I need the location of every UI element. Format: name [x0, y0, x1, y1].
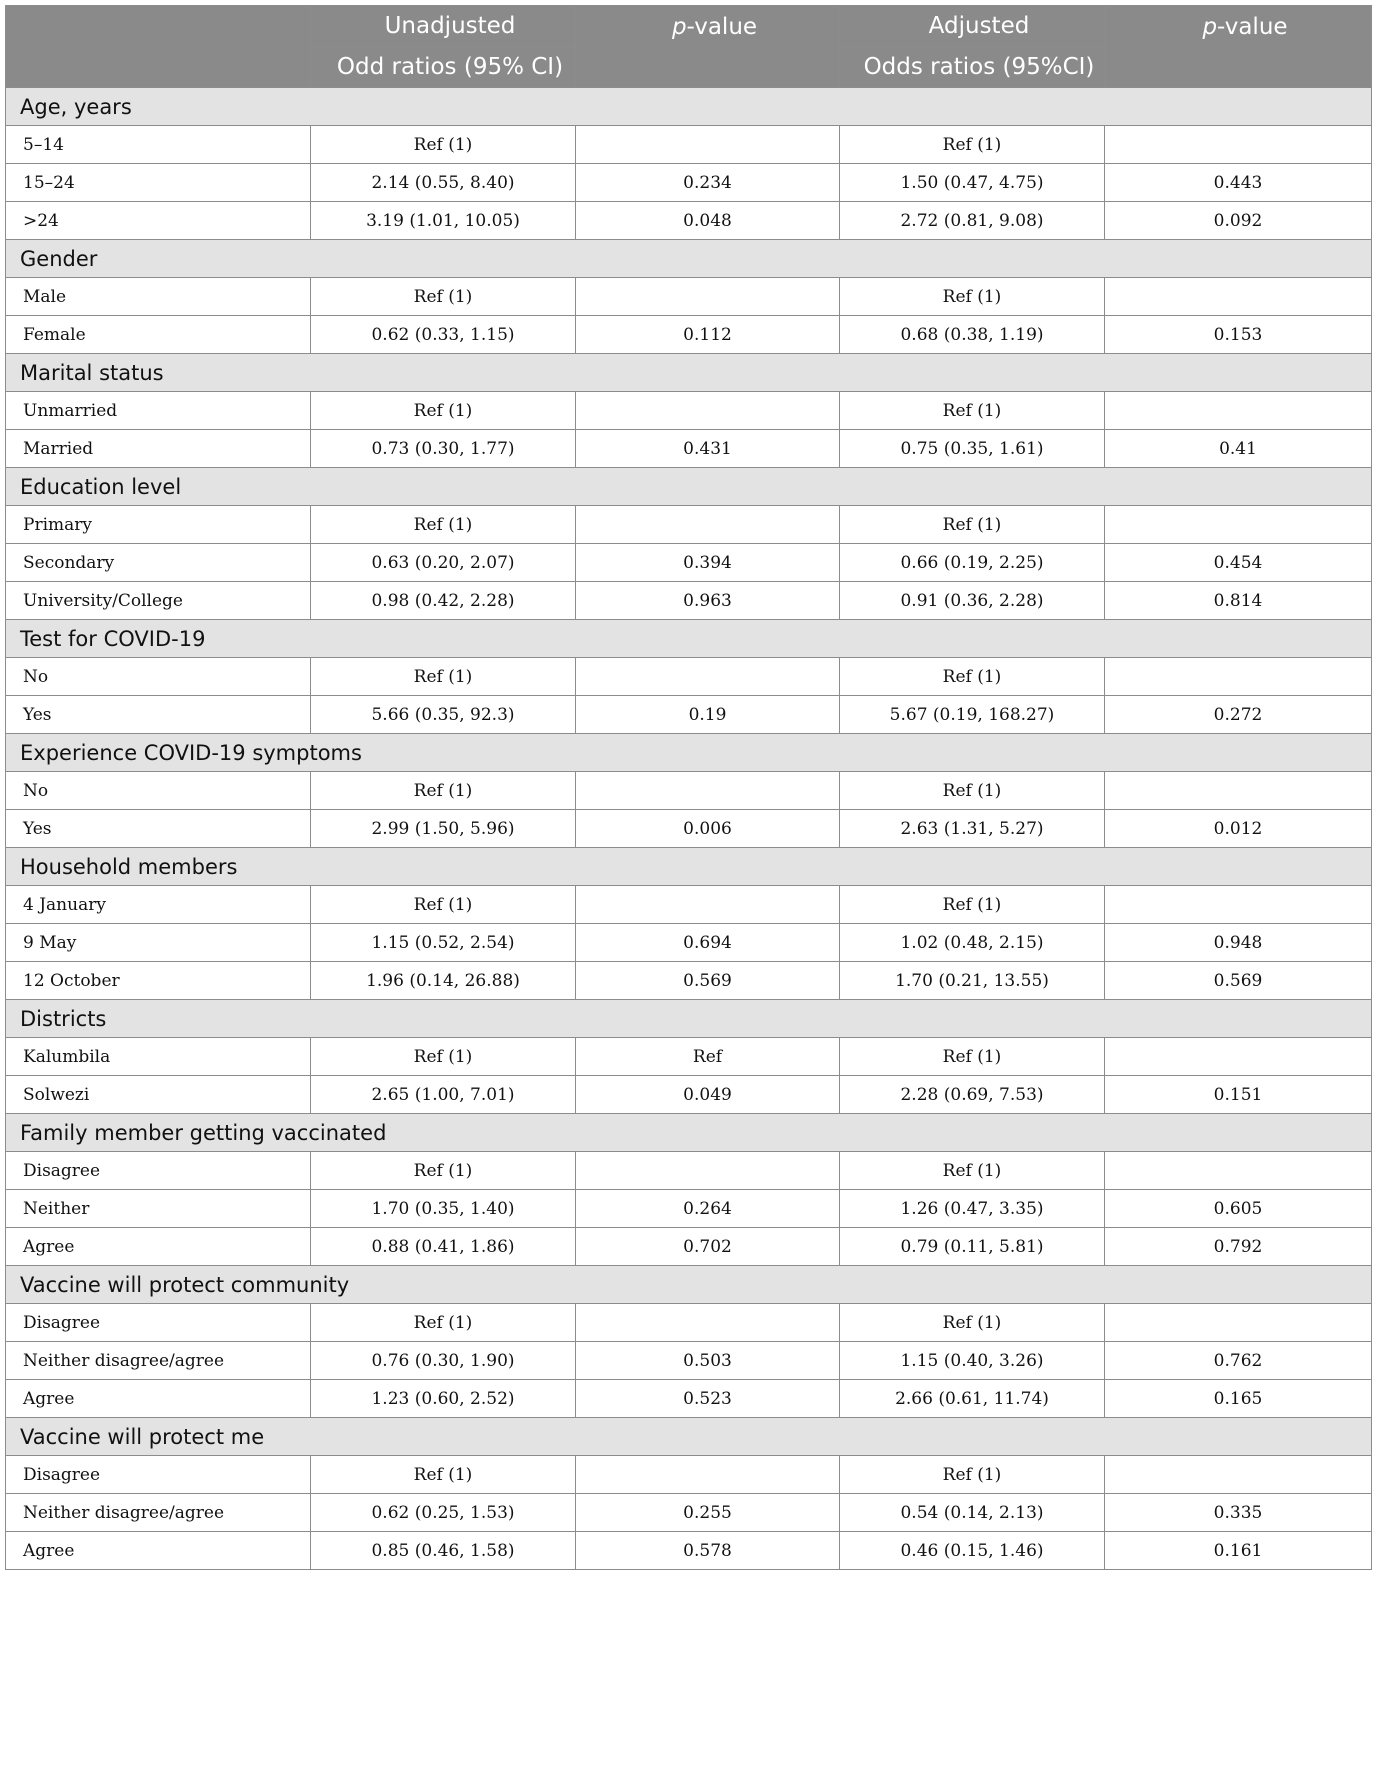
adjusted-p	[1105, 1456, 1372, 1494]
row-label: Agree	[6, 1532, 311, 1570]
table-row	[6, 1152, 1372, 1190]
table-row	[6, 1342, 1372, 1380]
section-title: Education level	[6, 468, 1372, 506]
unadjusted-or: Ref (1)	[311, 1152, 576, 1190]
adjusted-p	[1105, 1152, 1372, 1190]
adjusted-p: 0.335	[1105, 1494, 1372, 1532]
unadjusted-p: 0.702	[576, 1228, 840, 1266]
row-label: No	[6, 658, 311, 696]
adjusted-p: 0.151	[1105, 1076, 1372, 1114]
table-row	[6, 202, 1372, 240]
p-rest: -value	[1217, 14, 1288, 40]
unadjusted-p	[576, 1152, 840, 1190]
header-p-value-adjusted	[1105, 6, 1372, 88]
section-header	[6, 1114, 1372, 1152]
row-label: Yes	[6, 810, 311, 848]
unadjusted-or: 2.99 (1.50, 5.96)	[311, 810, 576, 848]
row-label: Male	[6, 278, 311, 316]
adjusted-or: Ref (1)	[840, 392, 1105, 430]
adjusted-or: Ref (1)	[840, 278, 1105, 316]
table-row	[6, 430, 1372, 468]
adjusted-p: 0.272	[1105, 696, 1372, 734]
row-label: Kalumbila	[6, 1038, 311, 1076]
adjusted-p: 0.153	[1105, 316, 1372, 354]
table-row	[6, 164, 1372, 202]
section-title: Household members	[6, 848, 1372, 886]
table-row	[6, 886, 1372, 924]
adjusted-or: Ref (1)	[840, 1304, 1105, 1342]
unadjusted-or: Ref (1)	[311, 506, 576, 544]
section-title: Family member getting vaccinated	[6, 1114, 1372, 1152]
adjusted-or: 2.66 (0.61, 11.74)	[840, 1380, 1105, 1418]
unadjusted-p: 0.394	[576, 544, 840, 582]
adjusted-or: 2.63 (1.31, 5.27)	[840, 810, 1105, 848]
section-header	[6, 468, 1372, 506]
adjusted-p: 0.165	[1105, 1380, 1372, 1418]
table-body	[6, 88, 1372, 1570]
adjusted-p	[1105, 772, 1372, 810]
adjusted-p: 0.092	[1105, 202, 1372, 240]
header-p-value-unadjusted	[576, 6, 840, 88]
p-italic: p	[671, 14, 687, 40]
adjusted-p: 0.161	[1105, 1532, 1372, 1570]
table-row	[6, 582, 1372, 620]
unadjusted-p: 0.255	[576, 1494, 840, 1532]
adjusted-or: 0.54 (0.14, 2.13)	[840, 1494, 1105, 1532]
unadjusted-or: 1.96 (0.14, 26.88)	[311, 962, 576, 1000]
adjusted-or: Ref (1)	[840, 886, 1105, 924]
unadjusted-p: 0.431	[576, 430, 840, 468]
row-label: Female	[6, 316, 311, 354]
unadjusted-p: Ref	[576, 1038, 840, 1076]
section-title: Age, years	[6, 88, 1372, 126]
adjusted-or: 5.67 (0.19, 168.27)	[840, 696, 1105, 734]
adjusted-or: Ref (1)	[840, 1152, 1105, 1190]
unadjusted-or: 1.15 (0.52, 2.54)	[311, 924, 576, 962]
unadjusted-p: 0.006	[576, 810, 840, 848]
unadjusted-or: 0.98 (0.42, 2.28)	[311, 582, 576, 620]
adjusted-p: 0.948	[1105, 924, 1372, 962]
header-unadjusted: Unadjusted	[311, 6, 576, 47]
adjusted-or: 1.02 (0.48, 2.15)	[840, 924, 1105, 962]
adjusted-or: 0.79 (0.11, 5.81)	[840, 1228, 1105, 1266]
unadjusted-or: 5.66 (0.35, 92.3)	[311, 696, 576, 734]
adjusted-p: 0.454	[1105, 544, 1372, 582]
table-row	[6, 392, 1372, 430]
adjusted-or: Ref (1)	[840, 126, 1105, 164]
header-unadjusted-or: Odd ratios (95% CI)	[311, 47, 576, 88]
unadjusted-p	[576, 278, 840, 316]
unadjusted-p: 0.049	[576, 1076, 840, 1114]
row-label: 5–14	[6, 126, 311, 164]
adjusted-or: 1.26 (0.47, 3.35)	[840, 1190, 1105, 1228]
section-title: Marital status	[6, 354, 1372, 392]
unadjusted-or: 0.73 (0.30, 1.77)	[311, 430, 576, 468]
adjusted-p: 0.443	[1105, 164, 1372, 202]
unadjusted-or: 1.23 (0.60, 2.52)	[311, 1380, 576, 1418]
table-row	[6, 544, 1372, 582]
row-label: Married	[6, 430, 311, 468]
table-row	[6, 1076, 1372, 1114]
adjusted-p	[1105, 1304, 1372, 1342]
unadjusted-or: 0.62 (0.25, 1.53)	[311, 1494, 576, 1532]
table-row	[6, 316, 1372, 354]
row-label: Disagree	[6, 1152, 311, 1190]
unadjusted-p: 0.523	[576, 1380, 840, 1418]
adjusted-or: 1.50 (0.47, 4.75)	[840, 164, 1105, 202]
adjusted-or: Ref (1)	[840, 506, 1105, 544]
section-header	[6, 1418, 1372, 1456]
unadjusted-or: 0.62 (0.33, 1.15)	[311, 316, 576, 354]
adjusted-p: 0.792	[1105, 1228, 1372, 1266]
row-label: Disagree	[6, 1304, 311, 1342]
unadjusted-or: Ref (1)	[311, 772, 576, 810]
adjusted-or: 1.70 (0.21, 13.55)	[840, 962, 1105, 1000]
row-label: Neither disagree/agree	[6, 1494, 311, 1532]
unadjusted-p: 0.264	[576, 1190, 840, 1228]
unadjusted-or: 2.65 (1.00, 7.01)	[311, 1076, 576, 1114]
row-label: 9 May	[6, 924, 311, 962]
unadjusted-p: 0.112	[576, 316, 840, 354]
table-row	[6, 1380, 1372, 1418]
adjusted-p	[1105, 506, 1372, 544]
adjusted-p: 0.569	[1105, 962, 1372, 1000]
adjusted-p	[1105, 392, 1372, 430]
unadjusted-or: 0.76 (0.30, 1.90)	[311, 1342, 576, 1380]
row-label: Neither	[6, 1190, 311, 1228]
adjusted-p: 0.012	[1105, 810, 1372, 848]
section-header	[6, 354, 1372, 392]
unadjusted-p	[576, 658, 840, 696]
unadjusted-or: 0.88 (0.41, 1.86)	[311, 1228, 576, 1266]
adjusted-p	[1105, 278, 1372, 316]
table-row	[6, 658, 1372, 696]
adjusted-or: 0.66 (0.19, 2.25)	[840, 544, 1105, 582]
section-title: Vaccine will protect community	[6, 1266, 1372, 1304]
unadjusted-p	[576, 506, 840, 544]
unadjusted-or: Ref (1)	[311, 1038, 576, 1076]
odds-ratio-table	[5, 5, 1372, 1570]
table-row	[6, 1456, 1372, 1494]
adjusted-or: Ref (1)	[840, 1038, 1105, 1076]
table-row	[6, 278, 1372, 316]
table-row	[6, 1228, 1372, 1266]
row-label: Primary	[6, 506, 311, 544]
unadjusted-p: 0.694	[576, 924, 840, 962]
unadjusted-or: Ref (1)	[311, 1456, 576, 1494]
table-row	[6, 810, 1372, 848]
row-label: Neither disagree/agree	[6, 1342, 311, 1380]
table-row	[6, 1304, 1372, 1342]
adjusted-or: Ref (1)	[840, 658, 1105, 696]
adjusted-or: 0.91 (0.36, 2.28)	[840, 582, 1105, 620]
adjusted-or: 2.72 (0.81, 9.08)	[840, 202, 1105, 240]
row-label: Solwezi	[6, 1076, 311, 1114]
section-title: Gender	[6, 240, 1372, 278]
unadjusted-or: Ref (1)	[311, 278, 576, 316]
unadjusted-or: 0.85 (0.46, 1.58)	[311, 1532, 576, 1570]
row-label: Agree	[6, 1228, 311, 1266]
header-blank	[6, 6, 311, 88]
unadjusted-or: Ref (1)	[311, 886, 576, 924]
adjusted-p: 0.41	[1105, 430, 1372, 468]
section-title: Vaccine will protect me	[6, 1418, 1372, 1456]
adjusted-p	[1105, 1038, 1372, 1076]
unadjusted-p	[576, 126, 840, 164]
unadjusted-p: 0.048	[576, 202, 840, 240]
unadjusted-p: 0.963	[576, 582, 840, 620]
section-header	[6, 240, 1372, 278]
section-title: Test for COVID-19	[6, 620, 1372, 658]
row-label: >24	[6, 202, 311, 240]
header-adjusted-or: Odds ratios (95%CI)	[840, 47, 1105, 88]
adjusted-or: 0.75 (0.35, 1.61)	[840, 430, 1105, 468]
row-label: Agree	[6, 1380, 311, 1418]
row-label: No	[6, 772, 311, 810]
unadjusted-p	[576, 1456, 840, 1494]
header-row-1	[6, 6, 1372, 47]
row-label: 12 October	[6, 962, 311, 1000]
adjusted-or: Ref (1)	[840, 1456, 1105, 1494]
table-header	[6, 6, 1372, 88]
unadjusted-p: 0.19	[576, 696, 840, 734]
row-label: Unmarried	[6, 392, 311, 430]
unadjusted-or: 1.70 (0.35, 1.40)	[311, 1190, 576, 1228]
row-label: Disagree	[6, 1456, 311, 1494]
row-label: Yes	[6, 696, 311, 734]
section-header	[6, 620, 1372, 658]
section-header	[6, 1000, 1372, 1038]
unadjusted-p: 0.234	[576, 164, 840, 202]
table-row	[6, 126, 1372, 164]
adjusted-p: 0.605	[1105, 1190, 1372, 1228]
unadjusted-p	[576, 886, 840, 924]
section-title: Districts	[6, 1000, 1372, 1038]
adjusted-p: 0.814	[1105, 582, 1372, 620]
table-row	[6, 1038, 1372, 1076]
adjusted-or: 1.15 (0.40, 3.26)	[840, 1342, 1105, 1380]
adjusted-or: 2.28 (0.69, 7.53)	[840, 1076, 1105, 1114]
table-row	[6, 696, 1372, 734]
row-label: University/College	[6, 582, 311, 620]
unadjusted-p	[576, 392, 840, 430]
adjusted-or: 0.68 (0.38, 1.19)	[840, 316, 1105, 354]
section-header	[6, 1266, 1372, 1304]
unadjusted-or: Ref (1)	[311, 1304, 576, 1342]
adjusted-p	[1105, 658, 1372, 696]
table-row	[6, 1532, 1372, 1570]
adjusted-p: 0.762	[1105, 1342, 1372, 1380]
p-italic: p	[1202, 14, 1218, 40]
adjusted-p	[1105, 886, 1372, 924]
adjusted-or: Ref (1)	[840, 772, 1105, 810]
row-label: Secondary	[6, 544, 311, 582]
unadjusted-p: 0.578	[576, 1532, 840, 1570]
section-header	[6, 88, 1372, 126]
adjusted-or: 0.46 (0.15, 1.46)	[840, 1532, 1105, 1570]
unadjusted-or: Ref (1)	[311, 658, 576, 696]
unadjusted-or: Ref (1)	[311, 126, 576, 164]
unadjusted-p	[576, 772, 840, 810]
unadjusted-or: 3.19 (1.01, 10.05)	[311, 202, 576, 240]
p-rest: -value	[686, 14, 758, 40]
section-header	[6, 848, 1372, 886]
unadjusted-p: 0.503	[576, 1342, 840, 1380]
unadjusted-or: 2.14 (0.55, 8.40)	[311, 164, 576, 202]
row-label: 15–24	[6, 164, 311, 202]
table-row	[6, 1494, 1372, 1532]
row-label: 4 January	[6, 886, 311, 924]
table-row	[6, 924, 1372, 962]
table-row	[6, 772, 1372, 810]
header-adjusted: Adjusted	[840, 6, 1105, 47]
table-row	[6, 1190, 1372, 1228]
adjusted-p	[1105, 126, 1372, 164]
section-header	[6, 734, 1372, 772]
unadjusted-p: 0.569	[576, 962, 840, 1000]
unadjusted-p	[576, 1304, 840, 1342]
section-title: Experience COVID-19 symptoms	[6, 734, 1372, 772]
table-row	[6, 962, 1372, 1000]
unadjusted-or: 0.63 (0.20, 2.07)	[311, 544, 576, 582]
table-row	[6, 506, 1372, 544]
unadjusted-or: Ref (1)	[311, 392, 576, 430]
